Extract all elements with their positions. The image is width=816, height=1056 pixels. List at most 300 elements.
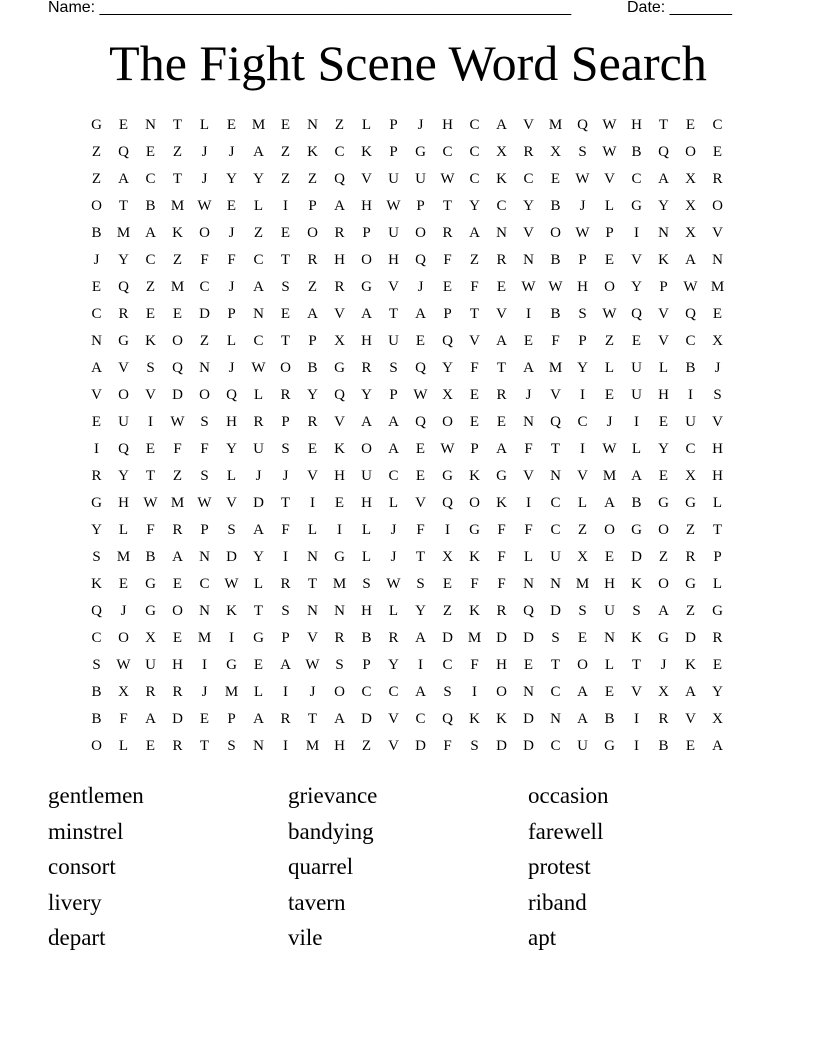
grid-letter: C [577,414,588,430]
grid-letter: X [712,711,723,727]
grid-letter: C [388,684,399,700]
grid-letter: F [416,522,425,538]
grid-letter: F [497,576,506,592]
grid-letter: G [226,657,237,673]
grid-letter: A [631,468,642,484]
grid-letter: U [415,171,426,187]
grid-letter: E [604,252,615,268]
grid-letter: Q [91,603,102,619]
grid-letter: I [580,387,585,403]
grid-letter: E [91,414,102,430]
grid-letter: P [281,414,290,430]
grid-letter: E [577,630,588,646]
grid-letter: W [413,387,428,403]
word-list-item: livery [48,889,102,915]
grid-letter: W [548,279,563,295]
grid-letter: J [390,549,397,565]
grid-letter: R [334,279,345,295]
grid-letter: Q [442,711,453,727]
grid-letter: N [334,603,345,619]
grid-letter: H [118,495,129,511]
grid-letter: M [710,279,725,295]
grid-letter: K [91,576,102,592]
grid-letter: M [170,495,185,511]
grid-letter: P [308,198,317,214]
grid-letter: G [415,144,426,160]
grid-letter: A [496,441,507,457]
grid-letter: R [145,684,156,700]
grid-letter: L [226,333,237,349]
grid-letter: M [602,468,617,484]
grid-letter: D [199,306,210,322]
grid-letter: Y [253,171,264,187]
grid-letter: K [496,711,507,727]
grid-letter: U [253,441,264,457]
grid-letter: H [712,468,723,484]
grid-letter: T [550,657,561,673]
grid-letter: T [388,306,399,322]
grid-letter: E [91,279,102,295]
grid-letter: I [94,441,99,457]
grid-letter: Z [172,252,183,268]
grid-letter: Z [604,333,615,349]
grid-letter: F [497,549,506,565]
grid-letter: X [685,225,696,241]
grid-letter: A [604,495,615,511]
grid-letter: S [416,576,425,592]
grid-letter: C [199,279,210,295]
grid-letter: T [172,171,183,187]
grid-letter: N [496,225,507,241]
grid-letter: B [631,144,642,160]
grid-letter: H [334,252,345,268]
word-list-item: grievance [288,783,378,808]
grid-letter: J [228,144,235,160]
grid-letter: A [523,360,534,376]
grid-letter: C [253,252,264,268]
grid-letter: M [332,576,347,592]
grid-letter: W [305,657,320,673]
grid-letter: Q [577,117,588,133]
grid-letter: V [307,468,318,484]
grid-letter: F [173,441,182,457]
grid-letter: U [685,414,696,430]
grid-letter: K [496,171,507,187]
grid-letter: D [496,738,507,754]
grid-letter: S [443,684,452,700]
grid-letter: J [309,684,316,700]
grid-letter: J [93,252,100,268]
grid-letter: C [145,252,156,268]
grid-letter: W [602,144,617,160]
grid-letter: Y [118,468,129,484]
grid-letter: E [307,441,318,457]
grid-letter: H [604,576,615,592]
grid-letter: F [551,333,560,349]
grid-letter: U [604,603,615,619]
grid-letter: G [658,495,669,511]
grid-letter: J [282,468,289,484]
grid-letter: F [524,522,533,538]
grid-letter: T [496,360,507,376]
grid-letter: U [388,225,399,241]
grid-letter: A [145,711,156,727]
grid-letter: T [631,657,642,673]
grid-letter: Z [307,279,318,295]
grid-letter: T [469,306,480,322]
grid-letter: R [496,252,507,268]
grid-letter: O [442,414,453,430]
grid-letter: G [253,630,264,646]
grid-letter: F [470,657,479,673]
grid-letter: B [91,684,102,700]
grid-letter: W [197,198,212,214]
grid-letter: S [335,657,344,673]
grid-letter: V [469,333,480,349]
grid-letter: P [443,306,452,322]
grid-letter: Z [469,252,480,268]
grid-letter: P [227,711,236,727]
grid-letter: B [145,549,156,565]
grid-letter: Y [658,441,669,457]
grid-letter: A [496,333,507,349]
grid-letter: E [415,441,426,457]
grid-letter: R [172,522,183,538]
grid-letter: N [523,684,534,700]
name-field-label: Name: _____________________________________________________ [48,0,572,16]
grid-letter: O [658,522,669,538]
grid-letter: M [305,738,320,754]
grid-letter: D [172,711,183,727]
grid-letter: E [172,630,183,646]
grid-letter: V [631,252,642,268]
grid-letter: D [523,630,534,646]
grid-letter: E [280,117,291,133]
grid-letter: G [496,468,507,484]
grid-letter: H [172,657,183,673]
grid-letter: A [469,225,480,241]
grid-letter: N [658,225,669,241]
grid-letter: N [253,306,264,322]
grid-letter: M [170,198,185,214]
grid-letter: U [361,468,372,484]
grid-letter: G [118,333,129,349]
grid-letter: E [658,414,669,430]
grid-letter: C [469,144,480,160]
grid-letter: F [443,252,452,268]
grid-letter: A [253,279,264,295]
grid-letter: V [577,468,588,484]
grid-letter: E [145,738,156,754]
grid-letter: V [712,225,723,241]
grid-letter: K [469,468,480,484]
grid-letter: J [120,603,127,619]
grid-letter: E [334,495,345,511]
grid-letter: I [202,657,207,673]
grid-letter: Q [415,360,426,376]
word-list-item: farewell [528,818,604,844]
grid-letter: V [145,387,156,403]
grid-letter: T [712,522,723,538]
page-title: The Fight Scene Word Search [109,35,707,91]
grid-letter: Q [118,144,129,160]
grid-letter: F [470,279,479,295]
grid-letter: V [631,684,642,700]
grid-letter: S [578,144,587,160]
grid-letter: K [361,144,372,160]
grid-letter: O [361,441,372,457]
grid-letter: X [685,198,696,214]
grid-letter: P [605,225,614,241]
grid-letter: A [415,684,426,700]
grid-letter: L [118,738,129,754]
grid-letter: X [442,387,453,403]
grid-letter: C [415,711,426,727]
grid-letter: F [200,441,209,457]
grid-letter: R [685,549,696,565]
grid-letter: N [199,360,210,376]
grid-letter: P [308,333,317,349]
grid-letter: D [361,711,372,727]
grid-letter: H [631,117,642,133]
grid-letter: W [251,360,266,376]
grid-letter: A [415,630,426,646]
grid-letter: D [550,603,561,619]
grid-letter: W [170,414,185,430]
grid-letter: Z [172,144,183,160]
grid-letter: S [632,603,641,619]
grid-letter: G [334,549,345,565]
grid-letter: W [116,657,131,673]
grid-letter: I [283,684,288,700]
grid-letter: X [577,549,588,565]
grid-letter: O [361,252,372,268]
grid-letter: B [604,711,615,727]
grid-letter: S [281,279,290,295]
grid-letter: R [334,225,345,241]
grid-letter: E [226,198,237,214]
grid-letter: S [281,603,290,619]
grid-letter: V [118,360,129,376]
grid-letter: K [172,225,183,241]
grid-letter: J [201,684,208,700]
grid-letter: Q [415,414,426,430]
grid-letter: G [361,279,372,295]
grid-letter: O [604,522,615,538]
grid-letter: J [255,468,262,484]
word-list-item: bandying [288,818,374,844]
grid-letter: C [685,441,696,457]
grid-letter: N [199,603,210,619]
grid-letter: L [226,468,237,484]
grid-letter: T [307,711,318,727]
grid-letter: J [660,657,667,673]
grid-letter: H [361,333,372,349]
grid-letter: R [280,711,291,727]
grid-letter: H [361,495,372,511]
word-list-item: occasion [528,783,609,808]
grid-letter: P [470,441,479,457]
grid-letter: Z [577,522,588,538]
grid-letter: Q [118,279,129,295]
grid-letter: K [469,711,480,727]
grid-letter: D [226,549,237,565]
grid-letter: C [550,684,561,700]
grid-letter: N [307,117,318,133]
grid-letter: B [307,360,318,376]
grid-letter: Y [712,684,723,700]
grid-letter: N [550,468,561,484]
grid-letter: C [469,117,480,133]
grid-letter: X [496,144,507,160]
grid-letter: C [199,576,210,592]
grid-letter: J [201,171,208,187]
grid-letter: C [523,171,534,187]
grid-letter: A [388,414,399,430]
grid-letter: W [602,306,617,322]
grid-letter: L [712,576,723,592]
grid-letter: T [550,441,561,457]
grid-letter: C [631,171,642,187]
grid-letter: E [712,657,723,673]
grid-letter: Q [523,603,534,619]
grid-letter: I [148,414,153,430]
grid-letter: E [469,387,480,403]
grid-letter: E [550,171,561,187]
grid-letter: I [634,711,639,727]
grid-letter: D [442,630,453,646]
grid-letter: V [496,306,507,322]
grid-letter: T [118,198,129,214]
grid-letter: E [658,468,669,484]
grid-letter: Y [118,252,129,268]
grid-letter: Z [685,522,696,538]
grid-letter: E [442,576,453,592]
grid-letter: W [440,171,455,187]
grid-letter: K [334,441,345,457]
grid-letter: V [658,306,669,322]
grid-letter: K [658,252,669,268]
grid-letter: E [604,549,615,565]
grid-letter: T [253,603,264,619]
grid-letter: K [496,495,507,511]
grid-letter: Y [415,603,426,619]
grid-letter: E [469,414,480,430]
grid-letter: Y [523,198,534,214]
grid-letter: A [685,252,696,268]
grid-letter: B [550,198,561,214]
grid-letter: Q [226,387,237,403]
grid-letter: H [712,441,723,457]
grid-letter: A [577,711,588,727]
grid-letter: J [228,225,235,241]
grid-letter: V [658,333,669,349]
grid-letter: D [685,630,696,646]
word-list-item: apt [528,925,557,951]
grid-letter: L [388,603,399,619]
grid-letter: Y [577,360,588,376]
grid-letter: I [580,441,585,457]
grid-letter: Z [280,144,291,160]
grid-letter: B [550,252,561,268]
grid-letter: E [685,738,696,754]
grid-letter: U [388,333,399,349]
word-list [48,780,768,958]
grid-letter: C [712,117,723,133]
grid-letter: F [227,252,236,268]
grid-letter: H [334,468,345,484]
grid-letter: A [253,711,264,727]
date-field-label: Date: _______ [627,0,732,16]
grid-letter: B [658,738,669,754]
grid-letter: A [658,603,669,619]
grid-letter: B [550,306,561,322]
grid-letter: N [523,414,534,430]
grid-letter: O [658,576,669,592]
grid-letter: O [577,657,588,673]
grid-letter: A [118,171,129,187]
grid-letter: O [334,684,345,700]
grid-letter: Y [658,198,669,214]
grid-letter: D [172,387,183,403]
grid-letter: L [577,495,588,511]
grid-letter: X [712,333,723,349]
grid-letter: Q [631,306,642,322]
grid-letter: C [253,333,264,349]
grid-letter: N [550,576,561,592]
grid-letter: X [685,468,696,484]
grid-letter: Z [199,333,210,349]
grid-letter: I [445,522,450,538]
grid-letter: D [523,711,534,727]
grid-letter: G [604,738,615,754]
grid-letter: R [307,252,318,268]
grid-letter: T [415,549,426,565]
grid-letter: Z [91,171,102,187]
grid-letter: X [442,549,453,565]
grid-letter: Y [226,441,237,457]
grid-letter: C [334,144,345,160]
grid-letter: P [362,225,371,241]
grid-letter: V [91,387,102,403]
grid-letter: L [253,684,264,700]
grid-letter: F [119,711,128,727]
grid-letter: I [688,387,693,403]
grid-letter: A [577,684,588,700]
grid-letter: N [253,738,264,754]
grid-letter: R [91,468,102,484]
grid-letter: C [145,171,156,187]
grid-letter: Q [415,252,426,268]
grid-letter: S [713,387,722,403]
grid-letter: P [281,630,290,646]
grid-letter: E [523,657,534,673]
grid-letter: N [307,603,318,619]
grid-letter: R [496,603,507,619]
grid-letter: E [604,387,615,403]
grid-letter: L [523,549,534,565]
grid-letter: A [685,684,696,700]
grid-letter: T [280,495,291,511]
grid-letter: W [143,495,158,511]
grid-letter: A [253,144,264,160]
grid-letter: A [91,360,102,376]
grid-letter: L [253,387,264,403]
grid-letter: M [548,117,563,133]
grid-letter: J [228,360,235,376]
grid-letter: C [550,738,561,754]
grid-letter: E [145,144,156,160]
